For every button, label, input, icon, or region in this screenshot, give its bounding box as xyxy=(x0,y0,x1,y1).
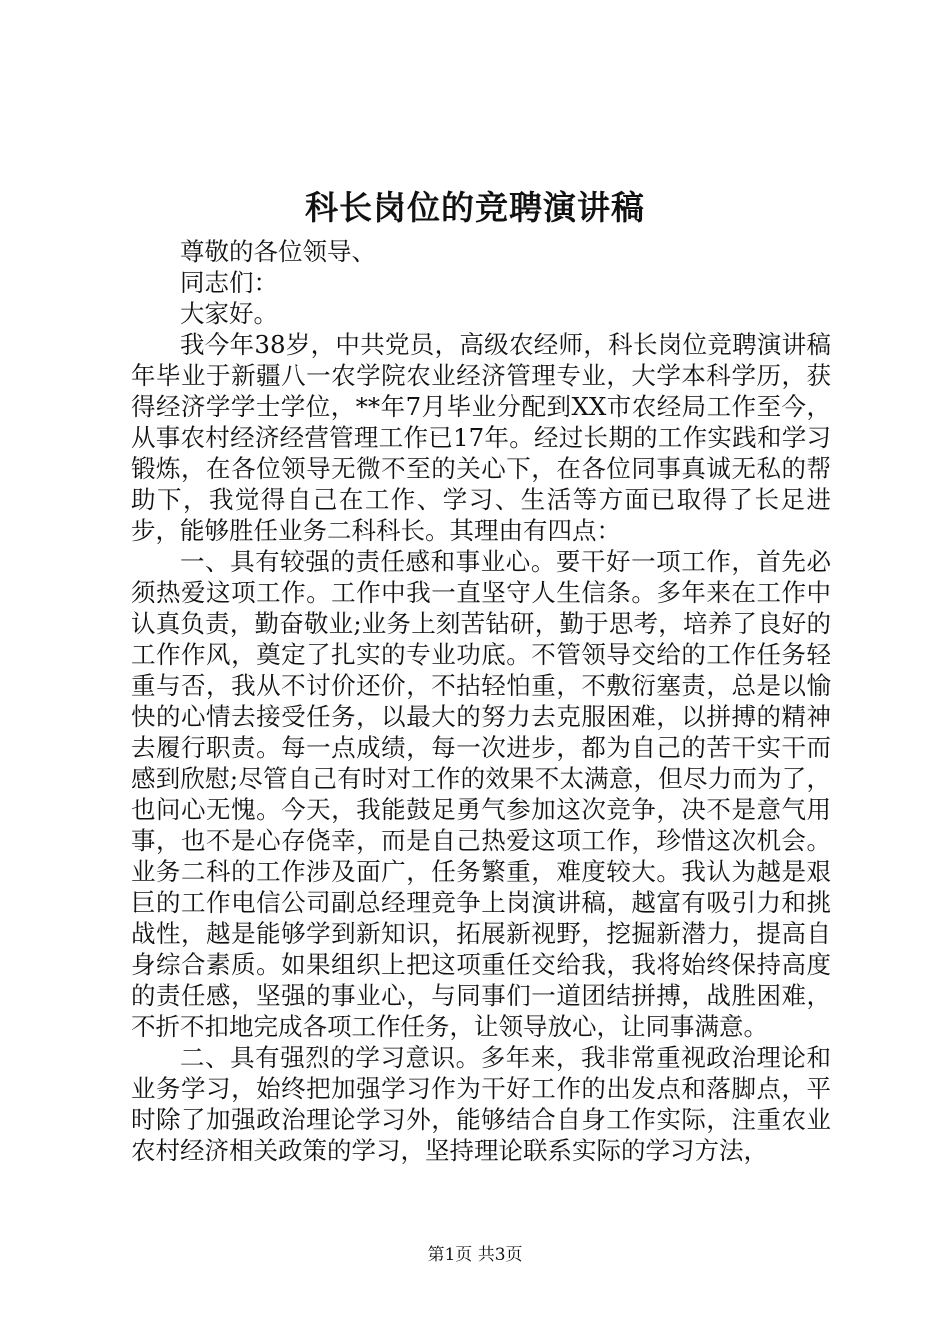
page-number-footer: 第1页 共3页 xyxy=(427,1245,523,1265)
greeting-line-3: 大家好。 xyxy=(180,299,278,328)
body-paragraph: 二、具有强烈的学习意识。多年来，我非常重视政治理论和业务学习，始终把加强学习作为干好工作的出发点和落脚点，平时除了加强政治理论学习外，能够结合自身工作实际，注重农业农村经济相关政策的学习，坚持理论联系实际的学习方法， xyxy=(131,1043,831,1165)
body-paragraph: 一、具有较强的责任感和事业心。要干好一项工作，首先必须热爱这项工作。工作中我一直坚守人生信条。多年来在工作中认真负责，勤奋敬业;业务上刻苦钻研，勤于思考，培养了良好的工作作风，奠定了扎实的专业功底。不管领导交给的工作任务轻重与否，我从不讨价还价，不拈轻怕重，不敷衍塞责，总是以愉快的心情去接受任务，以最大的努力去克服困难，以拼搏的精神去履行职责。每一点成绩，每一次进步，都为自己的苦干实干而感到欣慰;尽管自己有时对工作的效果不太满意，但尽力而为了，也问心无愧。今天，我能鼓足勇气参加这次竞争，决不是意气用事，也不是心存侥幸，而是自己热爱这项工作，珍惜这次机会。业务二科的工作涉及面广，任务繁重，难度较大。我认为越是艰巨的工作电信公司副总经理竞争上岗演讲稿，越富有吸引力和挑战性，越是能够学到新知识，拓展新视野，挖掘新潜力，提高自身综合素质。如果组织上把这项重任交给我，我将始终保持高度的责任感，坚强的事业心，与同事们一道团结拼搏，战胜困难，不折不扣地完成各项工作任务，让领导放心，让同事满意。 xyxy=(131,547,831,1041)
greeting-line-2: 同志们： xyxy=(180,268,278,297)
document-body xyxy=(131,236,831,1166)
document-title: 科长岗位的竞聘演讲稿 xyxy=(305,188,645,227)
greeting-line-1: 尊敬的各位领导、 xyxy=(180,237,376,266)
body-paragraph: 我今年38岁，中共党员，高级农经师，科长岗位竞聘演讲稿年毕业于新疆八一农学院农业经济管理专业，大学本科学历，获得经济学学士学位，**年7月毕业分配到XX市农经局工作至今，从事农村经济经营管理工作已17年。经过长期的工作实践和学习锻炼，在各位领导无微不至的关心下，在各位同事真诚无私的帮助下，我觉得自己在工作、学习、生活等方面已取得了长足进步，能够胜任业务二科科长。其理由有四点： xyxy=(131,330,831,545)
